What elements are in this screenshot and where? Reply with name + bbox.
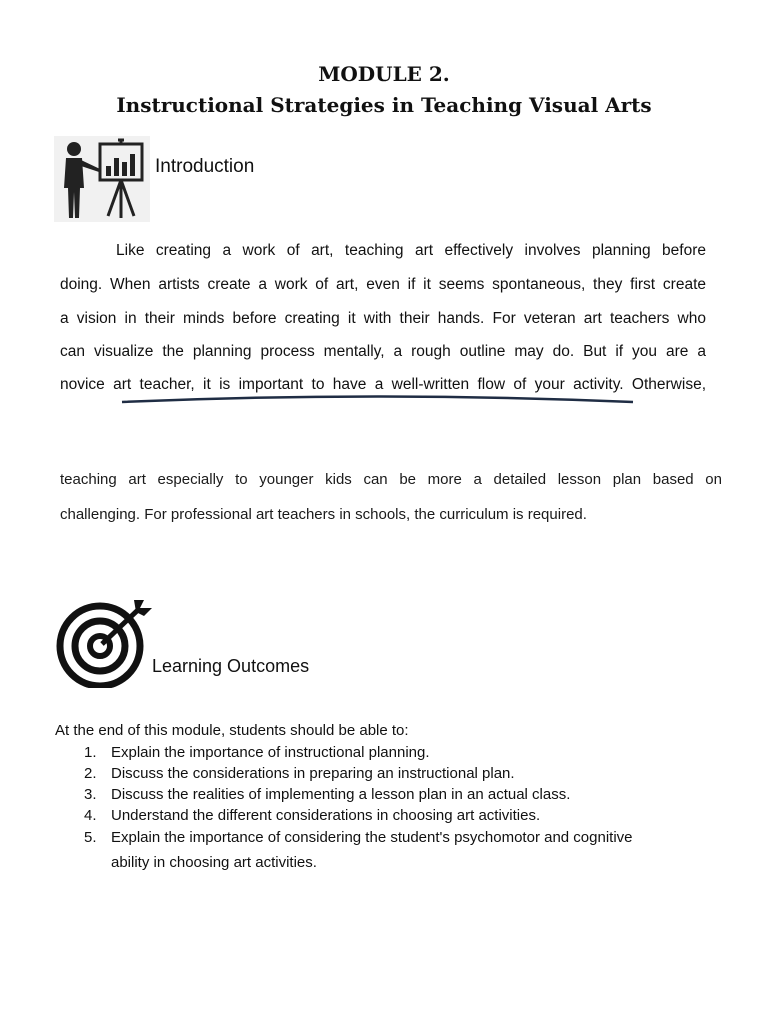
target-arrow-icon [52, 596, 160, 688]
intro-line: doing. When artists create a work of art, even if it seems spontaneous, they first create [60, 276, 706, 293]
list-item-number: 2. [84, 765, 97, 782]
list-item-text: Explain the importance of instructional planning. [111, 744, 430, 761]
intro-line: Like creating a work of art, teaching art effectively involves planning before [116, 242, 706, 259]
learning-outcomes-heading: Learning Outcomes [152, 656, 310, 676]
list-item-number: 1. [84, 744, 97, 761]
presenter-chart-icon [54, 136, 150, 222]
intro-line: can visualize the planning process mentally, a rough outline may do. But if you are a [60, 343, 706, 360]
list-item-number: 4. [84, 807, 97, 824]
list-item-number: 5. [84, 829, 97, 846]
module-number: MODULE 2. [318, 62, 450, 86]
underline-decoration [120, 393, 635, 405]
list-item-text: Discuss the considerations in preparing an instructional plan. [111, 765, 515, 782]
list-item-text: Explain the importance of considering the student's psychomotor and cognitive [111, 829, 633, 846]
list-item-text: Discuss the realities of implementing a lesson plan in an actual class. [111, 786, 571, 803]
module-title: Instructional Strategies in Teaching Visual Arts [116, 93, 652, 117]
list-item-continuation: ability in choosing art activities. [111, 854, 317, 871]
introduction-heading: Introduction [155, 156, 255, 177]
list-item-number: 3. [84, 786, 97, 803]
intro-line: a vision in their minds before creating it with their hands. For veteran art teachers who [60, 310, 706, 327]
intro-continuation-line: teaching art especially to younger kids can be more a detailed lesson plan based on [60, 471, 722, 488]
intro-line: novice art teacher, it is important to have a well-written flow of your activity. Otherwise, [60, 376, 706, 393]
intro-continuation-line: challenging. For professional art teachers in schools, the curriculum is required. [60, 506, 587, 523]
list-item-text: Understand the different considerations in choosing art activities. [111, 807, 541, 824]
outcomes-intro: At the end of this module, students should be able to: [55, 722, 409, 739]
